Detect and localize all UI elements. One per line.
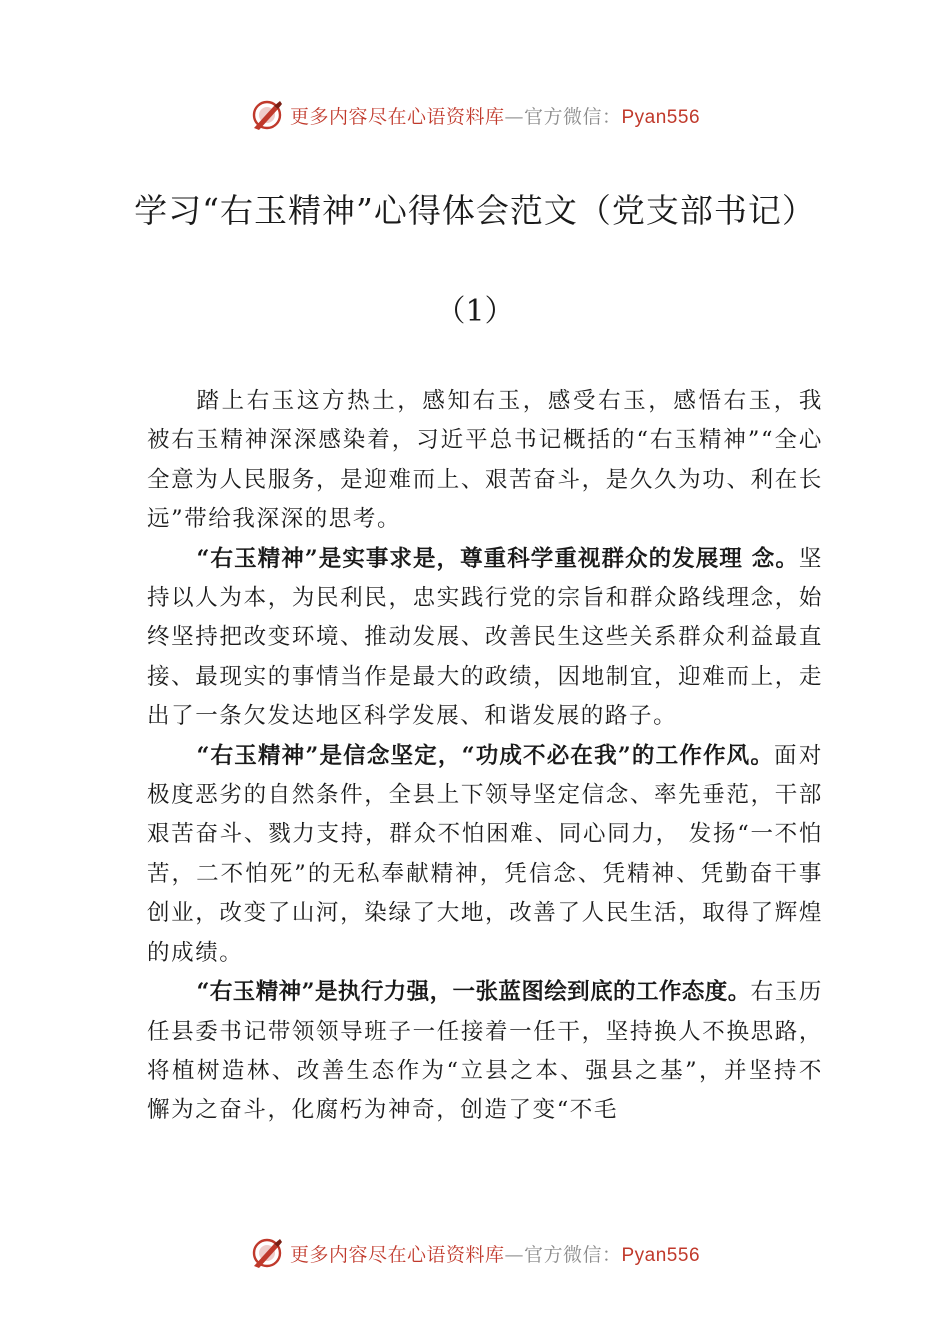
- document-title: 学习“右玉精神”心得体会范文（党支部书记）: [134, 191, 816, 230]
- header-banner: [0, 95, 950, 135]
- document-title-number: （1）: [435, 294, 515, 329]
- paragraph: “右玉精神”是执行力强，一张蓝图绘到底的工作态度。右玉历任县委书记带领领导班子一任接着一任干，坚持换人不换思路，将植树造林、改善生态作为“立县之本、强县之基”，并坚持不懈为之奋斗，化腐朽为神奇，创造了变“不毛: [147, 979, 823, 1124]
- paragraph-lead: “右玉精神”是执行力强，一张蓝图绘到底的工作态度。: [196, 979, 751, 1006]
- paragraph: 踏上右玉这方热土，感知右玉，感受右玉，感悟右玉，我被右玉精神深深感染着，习近平总书记概括的“右玉精神”“全心全意为人民服务，是迎难而上、艰苦奋斗，是久久为功、利在长远”带给我深深的思考。: [147, 388, 823, 533]
- pen-in-circle-logo-icon: [250, 98, 284, 132]
- footer-banner: [0, 1233, 950, 1273]
- banner-text: 更多内容尽在心语资料库—官方微信：Pyan556: [289, 1243, 701, 1266]
- paragraph-lead: “右玉精神”是实事求是，尊重科学重视群众的发展理 念。: [196, 545, 799, 572]
- banner-text: 更多内容尽在心语资料库—官方微信：Pyan556: [289, 105, 701, 128]
- pen-in-circle-logo-icon: [250, 1236, 284, 1270]
- paragraph-lead: “右玉精神”是信念坚定，“功成不必在我”的工作作风。: [196, 742, 775, 769]
- paragraph: “右玉精神”是实事求是，尊重科学重视群众的发展理 念。坚持以人为本，为民利民，忠实践行党的宗旨和群众路线理念，始终坚持把改变环境、推动发展、改善民生这些关系群众利益最直接、最现实的事情当作是最大的政绩，因地制宜，迎难而上，走出了一条欠发达地区科学发展、和谐发展的路子。: [147, 545, 823, 730]
- document-body: [147, 382, 823, 1131]
- paragraph: “右玉精神”是信念坚定，“功成不必在我”的工作作风。面对极度恶劣的自然条件，全县上下领导坚定信念、率先垂范，干部艰苦奋斗、戮力支持，群众不怕困难、同心同力， 发扬“一不怕苦，二不怕死”的无私奉献精神，凭信念、凭精神、凭勤奋干事创业，改变了山河，染绿了大地，改善了人民生活，取得了辉煌的成绩。: [147, 742, 823, 966]
